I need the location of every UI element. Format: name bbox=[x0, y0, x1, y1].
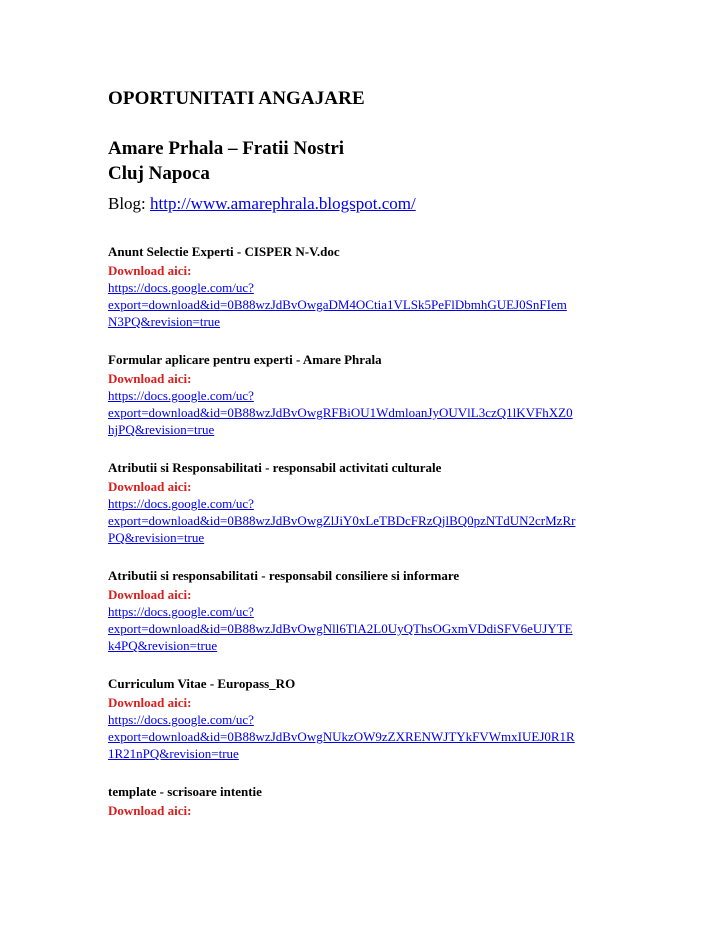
organization-city: Cluj Napoca bbox=[108, 163, 210, 184]
download-label: Download aici: bbox=[108, 479, 192, 494]
download-link[interactable]: export=download&id=0B88wzJdBvOwgaDM4OCtia1VLSk5PeFlDbmhGUEJ0SnFIem bbox=[108, 297, 567, 312]
download-label: Download aici: bbox=[108, 803, 192, 818]
download-entry bbox=[108, 568, 668, 654]
entry-title: Formular aplicare pentru experti - Amare Phrala bbox=[108, 352, 382, 367]
download-label: Download aici: bbox=[108, 263, 192, 278]
download-entry bbox=[108, 244, 668, 330]
download-link[interactable]: hjPQ&revision=true bbox=[108, 422, 215, 437]
blog-line bbox=[108, 193, 416, 215]
download-entry bbox=[108, 784, 668, 819]
download-list bbox=[108, 244, 668, 841]
page-title: OPORTUNITATI ANGAJARE bbox=[108, 88, 365, 109]
blog-label: Blog: bbox=[108, 194, 146, 213]
download-link[interactable]: 1R21nPQ&revision=true bbox=[108, 746, 239, 761]
download-entry bbox=[108, 460, 668, 546]
download-link[interactable]: https://docs.google.com/uc? bbox=[108, 388, 254, 403]
download-link[interactable]: https://docs.google.com/uc? bbox=[108, 496, 254, 511]
download-label: Download aici: bbox=[108, 371, 192, 386]
organization-name: Amare Prhala – Fratii Nostri bbox=[108, 138, 345, 159]
entry-title: Atributii si Responsabilitati - responsabil activitati culturale bbox=[108, 460, 442, 475]
download-link[interactable]: N3PQ&revision=true bbox=[108, 314, 221, 329]
entry-title: Anunt Selectie Experti - CISPER N-V.doc bbox=[108, 244, 340, 259]
download-label: Download aici: bbox=[108, 587, 192, 602]
entry-title: Curriculum Vitae - Europass_RO bbox=[108, 676, 296, 691]
download-label: Download aici: bbox=[108, 695, 192, 710]
download-entry bbox=[108, 352, 668, 438]
download-link[interactable]: export=download&id=0B88wzJdBvOwgZlJiY0xLeTBDcFRzQjlBQ0pzNTdUN2crMzRr bbox=[108, 513, 576, 528]
download-link[interactable]: PQ&revision=true bbox=[108, 530, 205, 545]
download-link[interactable]: k4PQ&revision=true bbox=[108, 638, 218, 653]
download-link[interactable]: https://docs.google.com/uc? bbox=[108, 604, 254, 619]
download-link[interactable]: export=download&id=0B88wzJdBvOwgNll6TlA2L0UyQThsOGxmVDdiSFV6eUJYTE bbox=[108, 621, 573, 636]
entry-title: template - scrisoare intentie bbox=[108, 784, 262, 799]
entry-title: Atributii si responsabilitati - responsabil consiliere si informare bbox=[108, 568, 460, 583]
download-link[interactable]: https://docs.google.com/uc? bbox=[108, 280, 254, 295]
download-entry bbox=[108, 676, 668, 762]
download-link[interactable]: https://docs.google.com/uc? bbox=[108, 712, 254, 727]
blog-link[interactable]: http://www.amarephrala.blogspot.com/ bbox=[150, 194, 416, 213]
download-link[interactable]: export=download&id=0B88wzJdBvOwgNUkzOW9zZXRENWJTYkFVWmxIUEJ0R1R bbox=[108, 729, 575, 744]
download-link[interactable]: export=download&id=0B88wzJdBvOwgRFBiOU1WdmloanJyOUVlL3czQ1lKVFhXZ0 bbox=[108, 405, 573, 420]
